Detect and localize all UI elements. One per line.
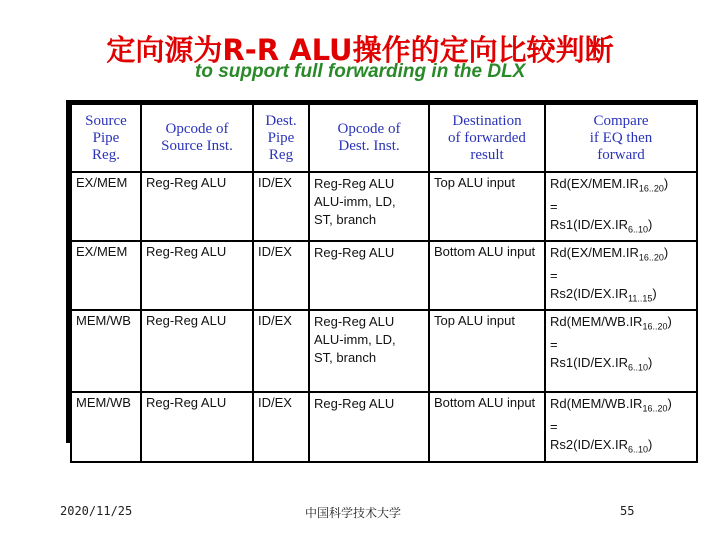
- compare-right: Rs2(ID/EX.IR: [550, 285, 629, 301]
- cell-source-opcode: Reg-Reg ALU: [142, 173, 252, 240]
- cell-source-pipe: EX/MEM: [72, 173, 140, 240]
- cell-dest-pipe: ID/EX: [254, 311, 308, 391]
- compare-right-close: ): [648, 216, 653, 232]
- compare-left-close: ): [667, 396, 672, 412]
- table-row: [72, 393, 696, 460]
- compare-right-close: ): [648, 436, 653, 452]
- compare-eq: =: [550, 418, 558, 434]
- compare-left-bits: 16..20: [642, 403, 668, 414]
- compare-left-close: ): [663, 245, 669, 261]
- cell-source-opcode: Reg-Reg ALU: [142, 311, 252, 391]
- compare-right-bits: 6..10: [628, 444, 649, 455]
- cell-destination: Bottom ALU input: [430, 242, 544, 309]
- compare-right: Rs2(ID/EX.IR: [550, 436, 629, 452]
- cell-compare: [546, 311, 696, 391]
- cell-dest-pipe: ID/EX: [254, 242, 308, 309]
- cell-source-pipe: MEM/WB: [72, 393, 140, 460]
- cell-source-pipe: EX/MEM: [72, 242, 140, 309]
- forwarding-table: [70, 103, 698, 463]
- cell-destination: Bottom ALU input: [430, 393, 544, 460]
- compare-left-close: ): [663, 176, 669, 191]
- compare-right: Rs1(ID/EX.IR: [550, 354, 629, 370]
- cell-dest-opcode: Reg-Reg ALU ALU-imm, LD, ST, branch: [310, 173, 428, 240]
- footer-date: 2020/11/25: [60, 504, 133, 518]
- header-source-pipe: Source Pipe Reg.: [72, 105, 140, 171]
- compare-left: Rd(EX/MEM.IR: [550, 245, 639, 261]
- compare-right-bits: 11..15: [628, 293, 653, 304]
- header-destination: Destination of forwarded result: [430, 105, 544, 171]
- compare-right: Rs1(ID/EX.IR: [550, 216, 629, 232]
- compare-right-bits: 6..10: [628, 224, 649, 235]
- cell-dest-opcode: Reg-Reg ALU: [310, 242, 428, 309]
- cell-destination: Top ALU input: [430, 173, 544, 240]
- cell-dest-pipe: ID/EX: [254, 393, 308, 460]
- header-source-opcode: Opcode of Source Inst.: [142, 105, 252, 171]
- table-row: [72, 173, 696, 240]
- forwarding-table-frame: [66, 100, 698, 455]
- cutoff-subtitle: [195, 61, 575, 86]
- compare-left: Rd(MEM/WB.IR: [550, 314, 643, 330]
- compare-left-bits: 16..20: [638, 183, 664, 194]
- cell-source-opcode: Reg-Reg ALU: [142, 393, 252, 460]
- slide-title: 定向源为R-R ALU操作的定向比较判断: [106, 33, 614, 67]
- compare-left: Rd(MEM/WB.IR: [550, 396, 643, 412]
- compare-left-bits: 16..20: [642, 321, 668, 332]
- table-row: [72, 311, 696, 391]
- table-row: [72, 242, 696, 309]
- header-dest-opcode: Opcode of Dest. Inst.: [310, 105, 428, 171]
- cell-dest-pipe: ID/EX: [254, 173, 308, 240]
- cell-destination: Top ALU input: [430, 311, 544, 391]
- header-compare: Compare if EQ then forward: [546, 105, 696, 171]
- cell-source-pipe: MEM/WB: [72, 311, 140, 391]
- compare-right-close: ): [652, 285, 657, 301]
- compare-right-bits: 6..10: [628, 362, 649, 373]
- compare-eq: =: [550, 198, 558, 214]
- compare-left: Rd(EX/MEM.IR: [550, 176, 639, 191]
- footer-page-number: 55: [620, 504, 635, 518]
- cell-compare: [546, 242, 696, 309]
- footer-org: 中国科学技术大学: [305, 506, 402, 520]
- cutoff-subtitle-text: to support full forwarding in the DLX: [195, 61, 526, 82]
- compare-eq: =: [550, 267, 558, 283]
- header-dest-pipe: Dest. Pipe Reg: [254, 105, 308, 171]
- cell-compare: [546, 393, 696, 460]
- cell-dest-opcode: Reg-Reg ALU ALU-imm, LD, ST, branch: [310, 311, 428, 391]
- cell-compare: [546, 173, 696, 240]
- compare-left-bits: 16..20: [638, 252, 664, 263]
- cell-dest-opcode: Reg-Reg ALU: [310, 393, 428, 460]
- table-header-row: [72, 105, 696, 171]
- cell-source-opcode: Reg-Reg ALU: [142, 242, 252, 309]
- compare-eq: =: [550, 336, 558, 352]
- compare-left-close: ): [667, 314, 672, 330]
- compare-right-close: ): [648, 354, 653, 370]
